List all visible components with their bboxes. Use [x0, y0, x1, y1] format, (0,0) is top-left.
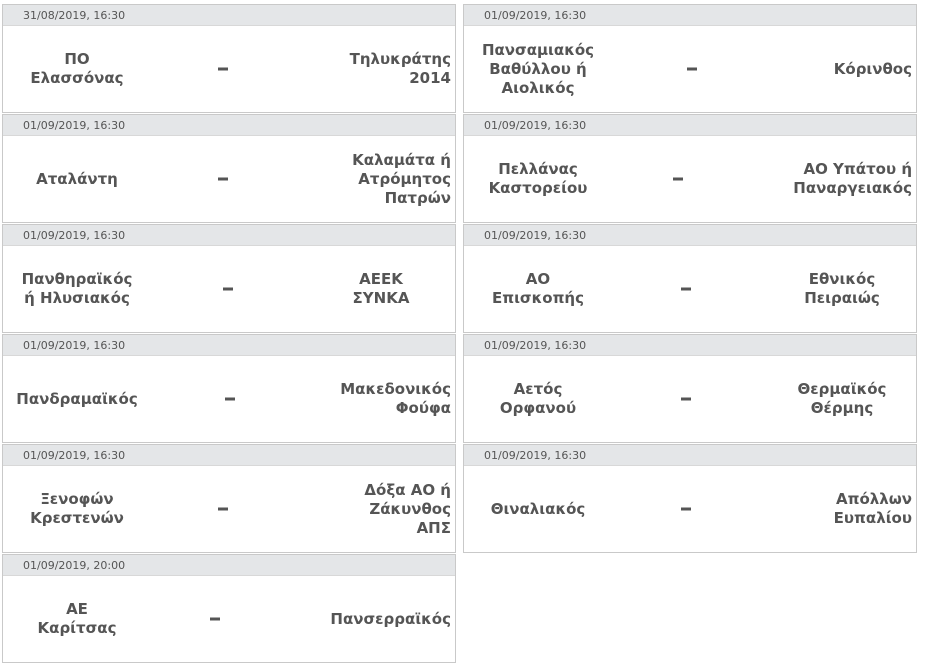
- match-body: [464, 246, 916, 332]
- home-team: ΠΟ Ελασσόνας: [30, 50, 124, 87]
- away-team: Καλαμάτα ή Ατρόμητος Πατρών: [352, 150, 451, 207]
- match-datetime: 01/09/2019, 16:30: [464, 5, 916, 26]
- match-card[interactable]: [2, 224, 456, 333]
- home-team: Ξενοφών Κρεστενών: [30, 490, 124, 527]
- match-datetime: 01/09/2019, 16:30: [3, 445, 455, 466]
- away-team: Κόρινθος: [833, 59, 912, 78]
- match-datetime: 01/09/2019, 16:30: [464, 335, 916, 356]
- home-team: Αταλάντη: [36, 169, 118, 188]
- score-separator: [225, 398, 235, 401]
- match-card[interactable]: [2, 444, 456, 553]
- score-separator: [218, 178, 228, 181]
- match-body: [464, 26, 916, 112]
- home-team: Πανθηραϊκός ή Ηλυσιακός: [21, 270, 133, 307]
- match-datetime: 01/09/2019, 16:30: [3, 335, 455, 356]
- score-separator: [687, 68, 697, 71]
- match-datetime: 01/09/2019, 16:30: [3, 115, 455, 136]
- score-separator: [681, 288, 691, 291]
- away-team: Απόλλων Ευπαλίου: [833, 490, 912, 527]
- home-team: ΑΕ Καρίτσας: [37, 600, 117, 637]
- match-body: [3, 356, 455, 442]
- score-separator: [218, 68, 228, 71]
- match-body: [3, 26, 455, 112]
- away-team: Θερμαϊκός Θέρμης: [797, 380, 887, 417]
- score-separator: [218, 508, 228, 511]
- match-card[interactable]: [2, 4, 456, 113]
- score-separator: [673, 178, 683, 181]
- match-body: [3, 466, 455, 552]
- home-team: Πελλάνας Καστορείου: [488, 160, 588, 197]
- away-team: Τηλυκράτης 2014: [349, 50, 451, 87]
- match-card[interactable]: [463, 224, 917, 333]
- match-card[interactable]: [463, 334, 917, 443]
- home-team: Αετός Ορφανού: [499, 380, 577, 417]
- match-datetime: 01/09/2019, 16:30: [464, 115, 916, 136]
- away-team: Δόξα ΑΟ ή Ζάκυνθος ΑΠΣ: [364, 480, 451, 537]
- home-team: Πανδραμαϊκός: [16, 389, 138, 408]
- match-datetime: 01/09/2019, 16:30: [464, 225, 916, 246]
- home-team: Θιναλιακός: [490, 499, 586, 518]
- match-datetime: 01/09/2019, 20:00: [3, 555, 455, 576]
- away-team: Πανσερραϊκός: [330, 609, 451, 628]
- score-separator: [210, 618, 220, 621]
- match-datetime: 01/09/2019, 16:30: [3, 225, 455, 246]
- match-datetime: 01/09/2019, 16:30: [464, 445, 916, 466]
- score-separator: [223, 288, 233, 291]
- match-body: [464, 356, 916, 442]
- home-team: Πανσαμιακός Βαθύλλου ή Αιολικός: [481, 40, 595, 97]
- match-body: [464, 136, 916, 222]
- match-datetime: 31/08/2019, 16:30: [3, 5, 455, 26]
- score-separator: [681, 398, 691, 401]
- match-card[interactable]: [2, 554, 456, 663]
- match-card[interactable]: [463, 444, 917, 553]
- match-body: [3, 136, 455, 222]
- away-team: Εθνικός Πειραιώς: [804, 270, 880, 307]
- score-separator: [681, 508, 691, 511]
- match-card[interactable]: [2, 114, 456, 223]
- match-body: [464, 466, 916, 552]
- match-card[interactable]: [463, 114, 917, 223]
- home-team: ΑΟ Επισκοπής: [491, 270, 585, 307]
- away-team: Μακεδονικός Φούφα: [340, 380, 451, 417]
- match-body: [3, 246, 455, 332]
- away-team: ΑΟ Υπάτου ή Παναργειακός: [793, 160, 912, 197]
- match-body: [3, 576, 455, 662]
- away-team: ΑΕΕΚ ΣΥΝΚΑ: [352, 270, 410, 307]
- match-card[interactable]: [2, 334, 456, 443]
- match-card[interactable]: [463, 4, 917, 113]
